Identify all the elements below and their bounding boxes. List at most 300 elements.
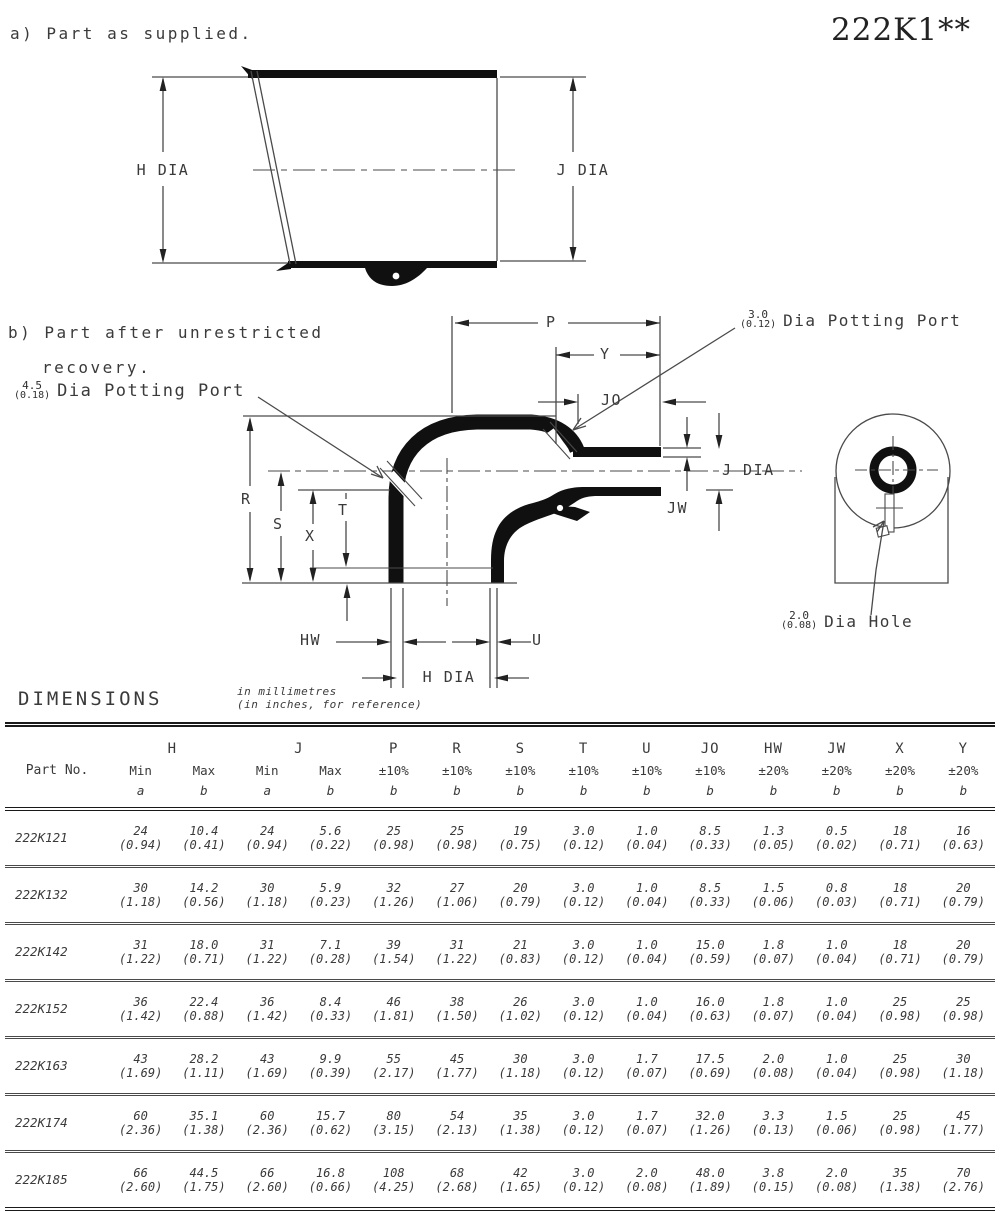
col-group-S: S: [515, 741, 526, 757]
mm-value: 7.1: [319, 937, 342, 952]
chin-and-right-wall: [491, 487, 661, 583]
part-a-body: [241, 66, 520, 286]
col-tol-10: ±20%: [758, 762, 789, 778]
section-a-heading: a) Part as supplied.: [10, 24, 253, 43]
mm-value: 48.0: [695, 1165, 725, 1180]
port-right-size: 3.0 (0.12): [740, 308, 777, 330]
mm-value: 46: [386, 994, 401, 1009]
col-ab-7: b: [579, 783, 588, 798]
col-tol-9: ±10%: [695, 762, 726, 778]
part-no-cell: 222K174: [15, 1114, 68, 1130]
mm-value: 15.0: [695, 937, 725, 952]
dim-cell: [932, 924, 995, 981]
inch-value: (0.22): [308, 838, 353, 852]
x-label: X: [305, 527, 316, 545]
dim-cell: [932, 809, 995, 867]
dim-cell: [679, 1152, 742, 1210]
mm-value: 5.9: [319, 880, 342, 895]
inch-value: (1.81): [372, 1009, 416, 1023]
mm-value: 68: [449, 1165, 465, 1180]
dim-cell: [299, 1095, 362, 1152]
col-ab-5: b: [453, 783, 461, 798]
mm-value: 3.0: [572, 1165, 595, 1180]
dim-cell: [362, 1152, 425, 1210]
inch-value: (1.77): [435, 1066, 479, 1080]
dim-cell: [552, 809, 615, 867]
inch-value: (1.11): [182, 1066, 226, 1080]
beak-hole: [557, 505, 563, 511]
inch-value: (0.13): [751, 1123, 796, 1137]
part-no-header: Part No.: [25, 762, 89, 778]
dim-cell: [742, 867, 805, 924]
dim-cell: [805, 1152, 868, 1210]
mm-value: 60: [259, 1108, 275, 1123]
inch-value: (1.38): [182, 1123, 226, 1137]
inch-value: (0.04): [625, 838, 669, 852]
dim-cell: [172, 809, 235, 867]
part-no-cell: 222K142: [15, 943, 68, 959]
dim-cell: [679, 1095, 742, 1152]
mm-value: 108: [382, 1165, 405, 1180]
dim-cell: [362, 1038, 425, 1095]
inch-value: (1.22): [435, 952, 479, 966]
inch-value: (0.15): [751, 1180, 796, 1194]
inch-value: (2.13): [435, 1123, 479, 1137]
mm-value: 1.5: [825, 1108, 848, 1123]
mm-value: 44.5: [189, 1165, 219, 1180]
mm-value: 18: [892, 880, 908, 895]
col-group-R: R: [452, 741, 462, 757]
dim-cell: [425, 1038, 488, 1095]
inch-value: (1.22): [245, 952, 289, 966]
bottom-wall: [288, 261, 497, 268]
mm-value: 3.0: [572, 1108, 595, 1123]
inch-value: (0.03): [815, 895, 859, 909]
table-row: [5, 1095, 995, 1152]
dim-cell: [932, 867, 995, 924]
col-ab-2: a: [263, 783, 271, 798]
mm-value: 35.1: [189, 1108, 219, 1123]
dia-hole-callout: [781, 611, 913, 631]
mm-value: 0.8: [825, 880, 848, 895]
inch-value: (0.12): [561, 1066, 606, 1080]
dim-cell: [489, 924, 552, 981]
dim-cell: [425, 867, 488, 924]
header-tol-row: [5, 757, 995, 783]
col-tol-13: ±20%: [948, 762, 979, 778]
mm-value: 60: [133, 1108, 148, 1123]
dim-cell: [109, 809, 172, 867]
mm-value: 2.0: [762, 1051, 785, 1066]
col-group-JW: JW: [827, 741, 847, 757]
inch-value: (0.83): [498, 952, 542, 966]
mm-value: 9.9: [319, 1051, 342, 1066]
end-view: [835, 414, 950, 615]
part-no-cell: 222K163: [15, 1057, 68, 1073]
inch-value: (0.71): [878, 895, 922, 909]
dim-cell: [299, 1152, 362, 1210]
dim-cell: [805, 867, 868, 924]
dim-cell: [299, 1038, 362, 1095]
inch-value: (0.12): [561, 1009, 606, 1023]
inch-value: (0.66): [308, 1180, 353, 1194]
mm-value: 0.5: [825, 823, 848, 838]
dim-cell: [615, 809, 678, 867]
mm-value: 19: [513, 823, 528, 838]
dim-cell: [805, 924, 868, 981]
inch-value: (0.63): [941, 838, 985, 852]
col-tol-11: ±20%: [821, 762, 852, 778]
boot-body: [242, 422, 661, 583]
units-line1: in millimetres: [237, 685, 337, 698]
mm-value: 30: [513, 1051, 528, 1066]
dimensions-table-wrap: [5, 722, 995, 1211]
mm-value: 20: [956, 937, 971, 952]
inch-value: (0.71): [182, 952, 226, 966]
dimensions-title: DIMENSIONS: [18, 688, 163, 710]
dim-cell: [615, 1095, 678, 1152]
inch-value: (2.36): [118, 1123, 163, 1137]
inch-value: (0.12): [561, 838, 606, 852]
col-tol-8: ±10%: [631, 762, 662, 778]
col-group-H: H: [167, 741, 177, 757]
col-group-Y: Y: [958, 741, 969, 757]
inch-value: (0.98): [878, 1009, 922, 1023]
dim-cell: [868, 1152, 931, 1210]
dim-cell: [362, 809, 425, 867]
col-ab-13: b: [959, 783, 968, 798]
mm-value: 1.7: [636, 1108, 658, 1123]
dim-cell: [489, 867, 552, 924]
dim-cell: [299, 867, 362, 924]
dim-cell: [679, 809, 742, 867]
mm-value: 1.8: [762, 994, 785, 1009]
dim-cell: [109, 1038, 172, 1095]
mm-value: 1.0: [636, 937, 658, 952]
mm-value: 66: [133, 1165, 148, 1180]
p-label: P: [546, 313, 557, 331]
mm-value: 31: [449, 937, 465, 952]
col-tol-7: ±10%: [568, 762, 599, 778]
mm-value: 70: [956, 1165, 971, 1180]
mm-value: 3.8: [762, 1165, 785, 1180]
dim-cell: [425, 809, 488, 867]
inch-value: (1.26): [688, 1123, 732, 1137]
dim-cell: [236, 981, 299, 1038]
dim-cell: [489, 981, 552, 1038]
inch-value: (1.26): [372, 895, 416, 909]
col-group-JO: JO: [700, 741, 720, 757]
mm-value: 8.5: [699, 823, 722, 838]
dim-cell: [805, 1095, 868, 1152]
port-left-text: Dia Potting Port: [57, 381, 245, 401]
dim-cell: [425, 981, 488, 1038]
diagram-b: [0, 300, 1000, 730]
mm-value: 1.8: [762, 937, 785, 952]
top-wall: [248, 70, 497, 78]
dim-cell: [679, 924, 742, 981]
mm-value: 1.0: [636, 880, 658, 895]
mm-value: 15.7: [316, 1108, 345, 1123]
mm-value: 1.0: [636, 823, 658, 838]
dim-cell: [425, 1095, 488, 1152]
dim-cell: [172, 1152, 235, 1210]
inch-value: (0.06): [815, 1123, 859, 1137]
dim-cell: [109, 1095, 172, 1152]
dim-cell: [742, 809, 805, 867]
mm-value: 17.5: [695, 1051, 725, 1066]
mm-value: 3.0: [572, 823, 595, 838]
col-ab-4: b: [390, 783, 398, 798]
table-row: [5, 1038, 995, 1095]
inch-value: (1.38): [878, 1180, 922, 1194]
dim-cell: [742, 1152, 805, 1210]
header-group-row: [5, 725, 995, 758]
inch-value: (0.98): [372, 838, 416, 852]
jw-dimension: [663, 417, 701, 491]
mm-value: 80: [386, 1108, 401, 1123]
mm-value: 24: [133, 823, 148, 838]
section-b-heading-line1: b) Part after unrestricted: [8, 323, 324, 342]
col-tol-12: ±20%: [884, 762, 916, 778]
dim-cell: [172, 1095, 235, 1152]
mm-value: 26: [513, 994, 528, 1009]
dim-cell: [742, 924, 805, 981]
dim-cell: [299, 809, 362, 867]
port-right-text: Dia Potting Port: [783, 310, 962, 330]
mm-value: 2.0: [636, 1165, 658, 1180]
inch-value: (0.12): [561, 895, 606, 909]
inch-value: (1.77): [941, 1123, 985, 1137]
inch-value: (1.42): [245, 1009, 289, 1023]
dim-cell: [615, 981, 678, 1038]
dim-cell: [362, 981, 425, 1038]
inch-value: (0.71): [878, 952, 922, 966]
inch-value: (0.69): [688, 1066, 732, 1080]
dim-cell: [742, 981, 805, 1038]
dim-cell: [615, 1038, 678, 1095]
inch-value: (0.98): [941, 1009, 985, 1023]
mm-value: 3.0: [572, 994, 595, 1009]
part-no-cell: 222K152: [15, 1000, 68, 1016]
table-body: [5, 809, 995, 1209]
h-dia-label-a: H DIA: [136, 161, 190, 179]
inch-value: (0.75): [498, 838, 542, 852]
dim-cell: [932, 1095, 995, 1152]
inch-value: (1.42): [118, 1009, 163, 1023]
dim-cell: [425, 924, 488, 981]
inch-value: (0.98): [435, 838, 479, 852]
inch-value: (0.39): [308, 1066, 353, 1080]
inch-value: (0.79): [941, 952, 985, 966]
inch-value: (1.69): [245, 1066, 289, 1080]
dim-cell: [236, 809, 299, 867]
col-tol-5: ±10%: [441, 762, 473, 778]
hole-size: 2.0 (0.08): [781, 609, 818, 631]
dim-cell: [489, 1152, 552, 1210]
mm-value: 18: [892, 823, 908, 838]
inch-value: (2.17): [372, 1066, 416, 1080]
col-tol-4: ±10%: [378, 762, 409, 778]
dim-cell: [868, 924, 931, 981]
mm-value: 22.4: [189, 994, 219, 1009]
mm-value: 1.0: [825, 937, 848, 952]
mm-value: 21: [513, 937, 528, 952]
dim-cell: [805, 1038, 868, 1095]
mm-value: 35: [513, 1108, 528, 1123]
mm-value: 43: [259, 1051, 275, 1066]
inch-value: (0.07): [751, 952, 796, 966]
dim-cell: [679, 867, 742, 924]
inch-value: (1.54): [372, 952, 416, 966]
inch-value: (0.07): [625, 1123, 669, 1137]
part-no-cell: 222K121: [15, 829, 68, 845]
dim-cell: [868, 1095, 931, 1152]
dim-cell: [236, 924, 299, 981]
dim-cell: [552, 1095, 615, 1152]
inch-value: (0.98): [878, 1066, 922, 1080]
mm-value: 18: [892, 937, 908, 952]
col-ab-3: b: [326, 783, 335, 798]
mm-value: 20: [956, 880, 971, 895]
dim-cell: [552, 924, 615, 981]
dim-cell: [362, 867, 425, 924]
mm-value: 31: [259, 937, 275, 952]
inch-value: (1.18): [941, 1066, 985, 1080]
col-tol-6: ±10%: [505, 762, 536, 778]
inch-value: (0.04): [815, 1066, 859, 1080]
dim-cell: [679, 981, 742, 1038]
mm-value: 3.0: [572, 1051, 595, 1066]
mm-value: 38: [449, 994, 465, 1009]
inch-value: (0.12): [561, 1123, 606, 1137]
mm-value: 36: [133, 994, 148, 1009]
mm-value: 66: [259, 1165, 275, 1180]
col-tol-0: Min: [129, 762, 152, 778]
table-row: [5, 981, 995, 1038]
mm-value: 16: [956, 823, 971, 838]
inch-value: (4.25): [372, 1180, 416, 1194]
inch-value: (0.04): [625, 895, 669, 909]
mm-value: 30: [133, 880, 148, 895]
inch-value: (2.60): [245, 1180, 289, 1194]
col-group-X: X: [895, 741, 905, 757]
inch-value: (0.56): [182, 895, 226, 909]
mm-value: 16.8: [316, 1165, 345, 1180]
inch-value: (2.36): [245, 1123, 289, 1137]
col-ab-12: b: [896, 783, 904, 798]
dim-cell: [615, 867, 678, 924]
col-ab-1: b: [200, 783, 208, 798]
inch-value: (1.02): [498, 1009, 542, 1023]
col-group-J: J: [294, 741, 304, 757]
dim-cell: [679, 1038, 742, 1095]
inch-value: (1.65): [498, 1180, 542, 1194]
dim-cell: [172, 1038, 235, 1095]
dim-cell: [362, 924, 425, 981]
dim-cell: [299, 981, 362, 1038]
mm-value: 1.5: [762, 880, 785, 895]
col-ab-0: a: [136, 783, 145, 798]
dim-cell: [236, 1038, 299, 1095]
inch-value: (0.28): [308, 952, 353, 966]
diagram-a: [0, 0, 1000, 310]
mm-value: 35: [892, 1165, 908, 1180]
mm-value: 2.0: [825, 1165, 848, 1180]
mm-value: 25: [892, 1108, 908, 1123]
mm-value: 25: [386, 823, 401, 838]
dim-cell: [868, 867, 931, 924]
j-dia-label-a: J DIA: [556, 161, 610, 179]
corner-cell: [5, 725, 109, 758]
hw-label: HW: [300, 631, 322, 649]
mm-value: 25: [956, 994, 971, 1009]
col-group-HW: HW: [764, 741, 783, 757]
dim-cell: [425, 1152, 488, 1210]
inch-value: (2.68): [435, 1180, 479, 1194]
inch-value: (0.04): [815, 1009, 859, 1023]
inch-value: (0.79): [941, 895, 985, 909]
dim-cell: [109, 867, 172, 924]
mm-value: 1.0: [636, 994, 658, 1009]
dim-cell: [489, 1095, 552, 1152]
mm-value: 43: [133, 1051, 148, 1066]
inch-value: (1.89): [688, 1180, 732, 1194]
inch-value: (0.23): [308, 895, 353, 909]
dim-cell: [236, 1095, 299, 1152]
dim-cell: [172, 867, 235, 924]
mm-value: 45: [449, 1051, 465, 1066]
inch-value: (0.59): [688, 952, 732, 966]
dim-cell: [552, 867, 615, 924]
dim-cell: [109, 924, 172, 981]
col-tol-1: Max: [192, 762, 216, 778]
table-row: [5, 809, 995, 867]
dim-cell: [868, 809, 931, 867]
mm-value: 1.3: [762, 823, 785, 838]
table-row: [5, 1152, 995, 1210]
inch-value: (0.07): [751, 1009, 796, 1023]
mm-value: 8.4: [319, 994, 342, 1009]
dim-cell: [615, 1152, 678, 1210]
inch-value: (1.18): [498, 1066, 542, 1080]
units-line2: (in inches, for reference): [237, 697, 423, 711]
inch-value: (0.08): [815, 1180, 859, 1194]
dim-cell: [489, 809, 552, 867]
inch-value: (0.41): [182, 838, 226, 852]
dimensions-table: [5, 722, 995, 1211]
mm-value: 24: [259, 823, 275, 838]
port-left-size: 4.5 (0.18): [14, 379, 51, 401]
section-b-heading-line2: recovery.: [42, 358, 152, 377]
mm-value: 20: [513, 880, 528, 895]
jw-label: JW: [667, 499, 689, 517]
inch-value: (1.22): [118, 952, 163, 966]
potting-port-right-callout: [740, 310, 961, 330]
inch-value: (0.98): [878, 1123, 922, 1137]
inch-value: (3.15): [372, 1123, 416, 1137]
mm-value: 30: [956, 1051, 971, 1066]
inch-value: (1.50): [435, 1009, 479, 1023]
inch-value: (0.63): [688, 1009, 732, 1023]
col-ab-8: b: [643, 783, 651, 798]
dim-cell: [868, 981, 931, 1038]
mm-value: 28.2: [189, 1051, 219, 1066]
mm-value: 32: [386, 880, 401, 895]
inch-value: (0.71): [878, 838, 922, 852]
mm-value: 10.4: [189, 823, 219, 838]
dim-cell: [489, 1038, 552, 1095]
